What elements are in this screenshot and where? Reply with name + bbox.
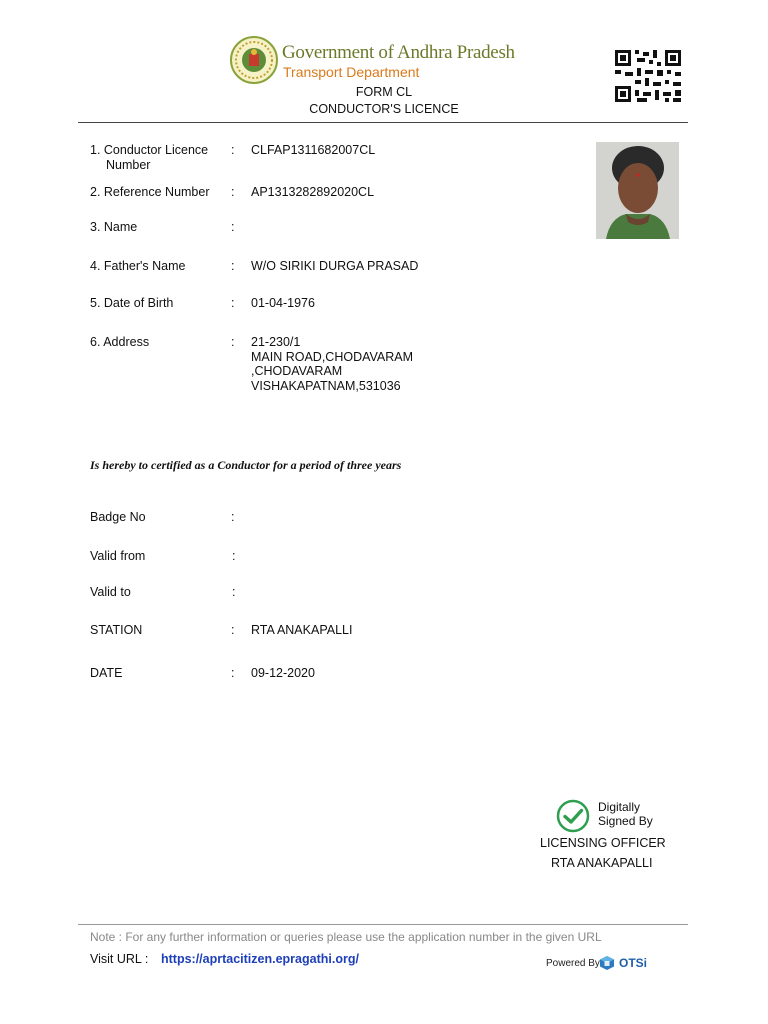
applicant-photo	[596, 142, 679, 239]
address-line: VISHAKAPATNAM,531036	[251, 378, 401, 393]
form-name: FORM CL	[355, 85, 413, 99]
otsi-logo-icon	[599, 955, 615, 971]
field-label-licence-number: 1. Conductor Licence Number	[90, 143, 209, 172]
detail-colon: :	[231, 510, 235, 524]
signing-officer: LICENSING OFFICER	[540, 836, 666, 850]
field-colon: :	[231, 185, 235, 199]
field-label-name: 3. Name	[90, 220, 138, 234]
date-of-birth-value: 01-04-1976	[251, 296, 315, 310]
address-value	[251, 335, 413, 393]
detail-colon: :	[231, 666, 235, 680]
signing-office: RTA ANAKAPALLI	[551, 856, 653, 870]
government-title: Government of Andhra Pradesh	[282, 42, 515, 63]
field-label-fathers-name: 4. Father's Name	[90, 259, 186, 273]
detail-colon: :	[232, 549, 236, 563]
footer-note: Note : For any further information or queries please use the application number in the given URL	[90, 930, 602, 944]
ap-state-emblem-icon	[230, 36, 278, 84]
otsi-brand: OTSi	[619, 956, 648, 970]
detail-label-valid-from: Valid from	[90, 549, 146, 563]
field-label-address: 6. Address	[90, 335, 150, 349]
field-label-reference-number: 2. Reference Number	[90, 185, 210, 199]
field-colon: :	[231, 335, 235, 349]
field-label-date-of-birth: 5. Date of Birth	[90, 296, 174, 310]
form-title: CONDUCTOR'S LICENCE	[309, 102, 459, 116]
address-line: MAIN ROAD,CHODAVARAM	[251, 349, 414, 364]
header-divider	[78, 122, 688, 123]
detail-label-date: DATE	[90, 666, 123, 680]
digital-signature-label: Digitally Signed By	[598, 800, 653, 828]
field-colon: :	[231, 259, 235, 273]
detail-label-valid-to: Valid to	[90, 585, 131, 599]
licence-number-value: CLFAP1311682007CL	[251, 143, 376, 157]
detail-colon: :	[232, 585, 236, 599]
fathers-name-value: W/O SIRIKI DURGA PRASAD	[251, 259, 419, 273]
detail-label-station: STATION	[90, 623, 143, 637]
reference-number-value: AP1313282892020CL	[251, 185, 375, 199]
field-colon: :	[231, 296, 235, 310]
field-colon: :	[231, 143, 235, 157]
check-circle-icon	[556, 799, 590, 833]
footer-divider	[78, 924, 688, 925]
station-value: RTA ANAKAPALLI	[251, 623, 353, 637]
detail-label-badge-no: Badge No	[90, 510, 146, 524]
qr-code-icon	[613, 48, 683, 104]
certification-statement: Is hereby to certified as a Conductor for a period of three years	[90, 458, 402, 472]
address-line: 21-230/1	[251, 335, 301, 349]
address-line: ,CHODAVARAM	[251, 364, 343, 378]
department-name: Transport Department	[283, 64, 420, 80]
detail-colon: :	[231, 623, 235, 637]
visit-url-link[interactable]: https://aprtacitizen.epragathi.org/	[161, 952, 359, 966]
visit-url-label: Visit URL :	[90, 952, 149, 966]
field-colon: :	[231, 220, 235, 234]
date-value: 09-12-2020	[251, 666, 315, 680]
powered-by-label: Powered By	[546, 958, 600, 969]
